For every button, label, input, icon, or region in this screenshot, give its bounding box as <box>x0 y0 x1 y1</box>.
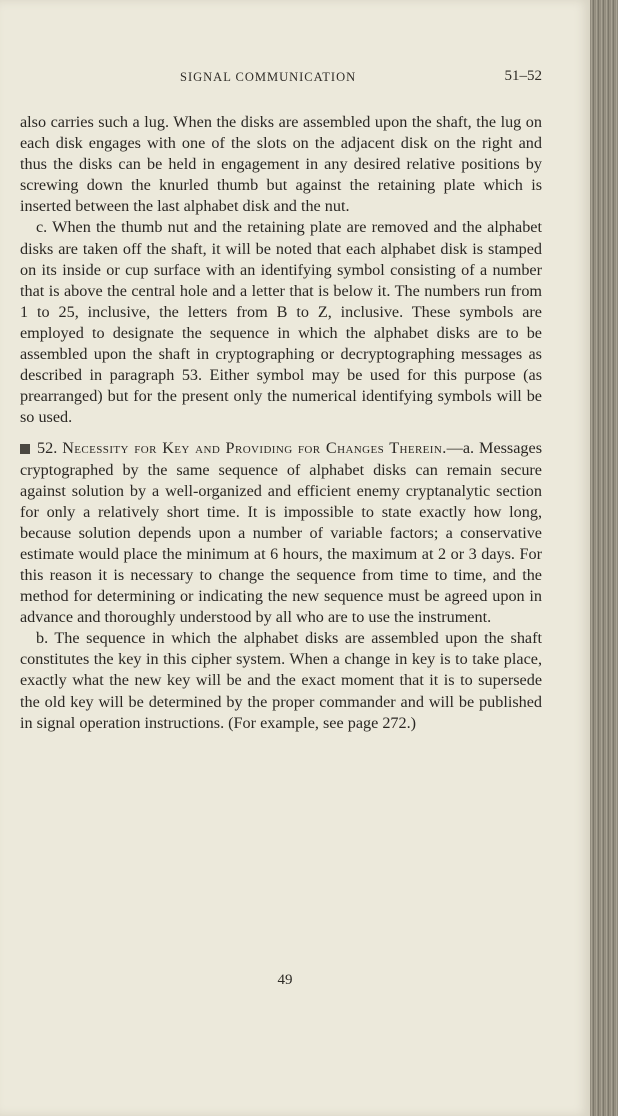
section-marker-icon <box>20 444 30 454</box>
paragraph-52-text: —a. Messages cryptographed by the same sequence of alphabet disks can remain secure against solution by a well-organized and efficient enemy cryptanalytic section for only a relatively short time. It is impossible to state exactly how long, because solution depends upon a number of variable factors; a conservative estimate would place the minimum at 6 hours, the maximum at 2 or 3 days. For this reason it is necessary to change the sequence from time to time, and the method for determining or indicating the new sequence must be agreed upon in advance and thoroughly understood by all who are to use the instrument. <box>20 439 542 627</box>
running-head: SIGNAL COMMUNICATION <box>180 70 357 84</box>
paragraph-continued: also carries such a lug. When the disks are assembled upon the shaft, the lug on each disk engages with one of the slots on the adjacent disk on the right and thus the disks can be held in engagement in any desired relative positions by screwing down the knurled thumb but against the retaining plate which is inserted between the last alphabet disk and the nut. <box>20 113 542 216</box>
paragraph-b: b. The sequence in which the alphabet disks are assembled upon the shaft constitutes the key in this cipher system. When a change in key is to take place, exactly what the new key will be and the exact moment that it is to supersede the old key will be determined by the proper commander and will be published in signal operation instructions. (For example, see page 272.) <box>20 629 542 732</box>
book-page-edges <box>590 0 618 1116</box>
page-number: 49 <box>277 972 293 988</box>
body-text <box>20 112 542 734</box>
section-heading: Necessity for Key and Providing for Changes Therein. <box>62 439 447 458</box>
paragraph-range: 51–52 <box>504 68 542 84</box>
page-header <box>20 70 542 92</box>
paragraph-52 <box>20 438 542 628</box>
paragraph-c: c. When the thumb nut and the retaining plate are removed and the alphabet disks are taken off the shaft, it will be noted that each alphabet disk is stamped on its inside or cup surface with an identifying symbol consisting of a number that is above the central hole and a letter that is below it. The numbers run from 1 to 25, inclusive, the letters from B to Z, inclusive. These symbols are employed to designate the sequence in which the alphabet disks are to be assembled upon the shaft in cryptographing or decryptographing messages as described in paragraph 53. Either symbol may be used for this purpose (as prearranged) but for the present only the numerical identifying symbols will be so used. <box>20 218 542 427</box>
paragraph-number: 52. <box>37 439 58 458</box>
